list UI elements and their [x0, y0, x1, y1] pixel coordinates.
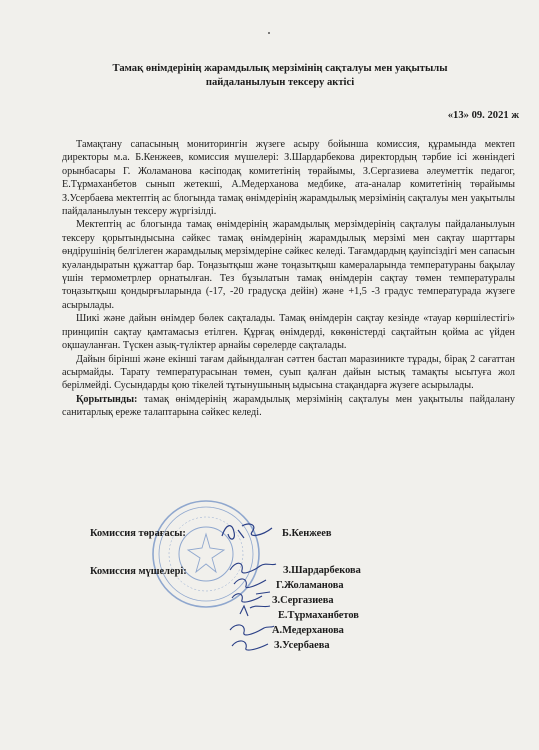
member-name-2: Г.Жоламанова [276, 580, 344, 591]
member-signatures [226, 558, 278, 658]
member-name-6: З.Усербаева [274, 640, 330, 651]
conclusion-label: Қорытынды: [76, 393, 138, 405]
scan-speck [268, 32, 270, 34]
conclusion-text: тамақ өнімдерінің жарамдылық мерзімінің сақталуы мен уақытылы пайдалану санитарлық ереже талаптарына сәйкес келеді. [62, 393, 515, 419]
paragraph-4: Дайын бірінші және екінші тағам дайындалған сәттен бастап маразиникте тұрады, бірақ 2 сағаттан асырмайды. Тарату температурасынан төмен, суып қалған дайын ыстық тамақты ысытуға жол берілмейді. Сусындарды қою тікелей тұтынушының ыдысына стақандарға жүзеге асырылады. [62, 353, 515, 392]
document-title [60, 62, 500, 89]
document-date: «13» 09. 2021 ж [447, 110, 519, 121]
chair-label: Комиссия төрағасы: [90, 528, 186, 539]
title-line-2: пайдаланылуын тексеру актісі [205, 76, 355, 88]
chair-name: Б.Кенжеев [282, 528, 332, 539]
paragraph-3: Шикі және дайын өнімдер бөлек сақталады. Тамақ өнімдерін сақтау кезінде «тауар көршілестігі» принципін сақтау қамтамасыз етілген. Құрғақ өнімдерді, көкөністерді сақтайтын қойма ас үйден оқшауланған. Түскен азық-түліктер арнайы сөрелерде сақталады. [62, 313, 515, 352]
member-name-5: А.Медерханова [272, 625, 344, 636]
paragraph-1: Тамақтану сапасының мониторингін жүзеге асыру бойынша комиссия, құрамында мектеп директоры м.а. Б.Кенжеев, комиссия мүшелері: З.Шардарбекова директордың тәрбие ісі жөніндегі орынбасары Г. Жоламанова кәсіподақ комитетінің төрайымы, З.Сергазиева әлеуметтік педагог, Е.Тұрмаханбетов сынып жетекші, А.Медерханова медбике, ата-аналар комитетінің төрайымы З.Усербаева мектептің ас блогында тамақ өнімдерінің жарамдылық мерзімінің сақталуы мен уақытылы пайдаланылуын тексеру жүргізілді. [62, 139, 515, 218]
chair-signature [218, 518, 276, 546]
document-body [62, 138, 515, 420]
members-label: Комиссия мүшелері: [90, 566, 187, 577]
paragraph-2: Мектептің ас блогында тамақ өнімдерінің жарамдылық мерзімдерінің сақталуы пайдаланылуын тексеру қорытындысына сәйкес тамақ өнімдерінің жарамдылық мерзімі мен сақтау шарттары өндірушінің белгілеген жарамдылық мерзімдеріне сәйкес келеді. Тағамдардың қауіпсіздігі мен сапасын куәландыратын құжаттар бар. Тоңазытқыш және тоңазытқыш камераларында температураны бақылау үшін термометрлер орнатылған. Тез бұзылатын тамақ өнімдерін сақтау төмен температуралы тоңазытқыш қондырғыларында (-17, -20 градусқа дейін) және +1,5 -3 градус температурада жүзеге асырылады. [62, 219, 515, 311]
member-name-4: Е.Тұрмаханбетов [278, 610, 359, 621]
title-line-1: Тамақ өнімдерінің жарамдылық мерзімінің сақталуы мен уақытылы [112, 63, 448, 74]
conclusion-paragraph [62, 393, 515, 420]
member-name-3: З.Сергазиева [272, 595, 334, 606]
member-name-1: З.Шардарбекова [283, 565, 361, 576]
